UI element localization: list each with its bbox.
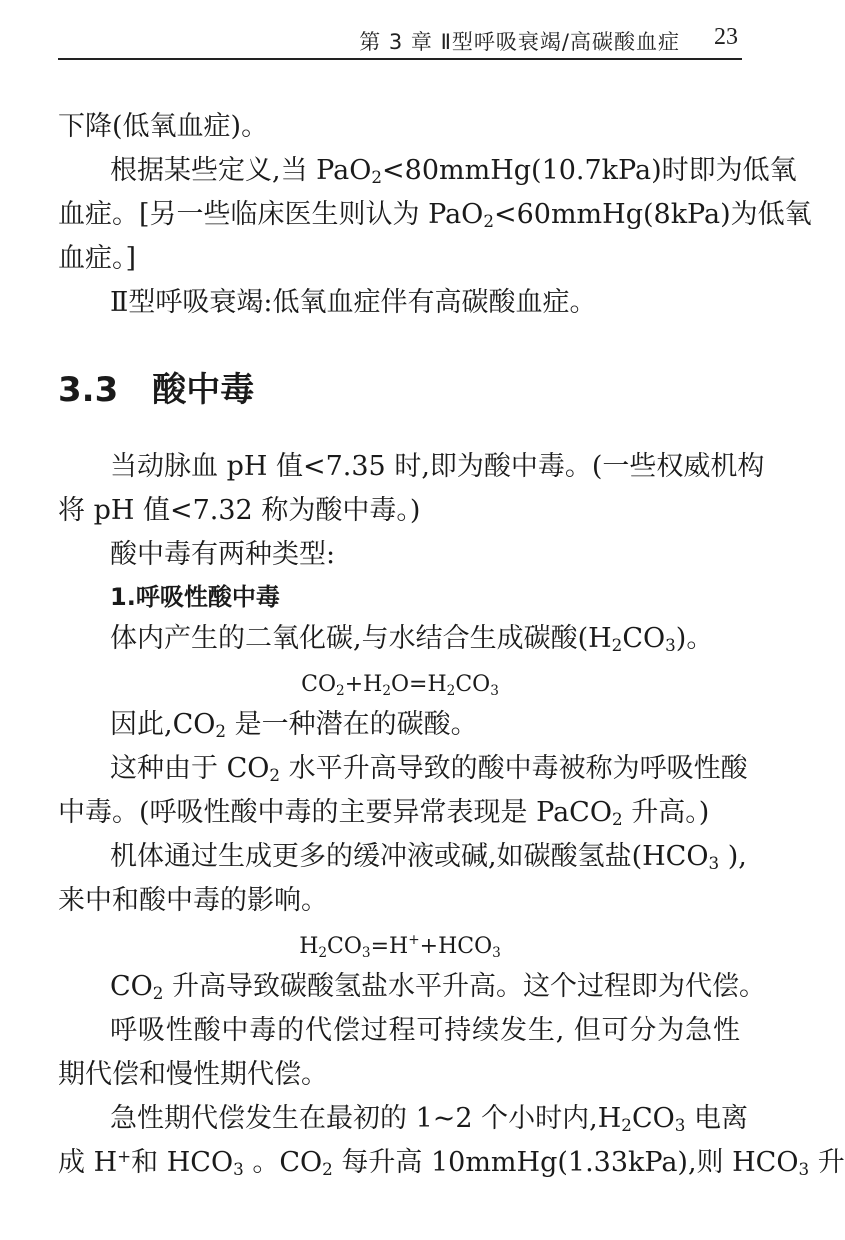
- paragraph-line: 根据某些定义,当 PaO$_2$<80mmHg(10.7kPa)时即为低氧: [110, 155, 797, 187]
- paragraph-line: Ⅱ型呼吸衰竭:低氧血症伴有高碳酸血症。: [110, 287, 597, 318]
- paragraph-line: 急性期代偿发生在最初的 1~2 个小时内$,H_2CO_3$ 电离: [110, 1103, 748, 1135]
- paragraph-line: 血症。[另一些临床医生则认为 PaO$_2$<60mmHg(8kPa)为低氧: [58, 199, 812, 231]
- paragraph-line: 中毒。(呼吸性酸中毒的主要异常表现是 PaCO$_2$ 升高。): [58, 797, 710, 829]
- paragraph-line: 下降(低氧血症)。: [58, 111, 269, 142]
- paragraph-line: 因此$,CO_2$ 是一种潜在的碳酸。: [110, 709, 478, 741]
- section-title: 酸中毒: [152, 370, 255, 410]
- paragraph-line: 来中和酸中毒的影响。: [58, 885, 328, 916]
- paragraph-line: 呼吸性酸中毒的代偿过程可持续发生, 但可分为急性: [110, 1015, 740, 1046]
- paragraph-line: 这种由于 $CO_2$ 水平升高导致的酸中毒被称为呼吸性酸: [110, 753, 748, 785]
- paragraph-line: 酸中毒有两种类型:: [110, 539, 336, 570]
- subheading: 1.呼吸性酸中毒: [110, 583, 280, 611]
- equation: $H_2CO_3=H^++HCO_3$: [299, 932, 501, 961]
- running-header: [58, 22, 742, 60]
- paragraph-line: 将 pH 值<7.32 称为酸中毒。): [58, 495, 421, 526]
- paragraph-line: 成 H+和 $HCO_3$ 。$CO_2$ 每升高 10mmHg(1.33kPa),则 $HCO_3$ 升: [58, 1146, 845, 1179]
- paragraph-line: 期代偿和慢性期代偿。: [58, 1059, 328, 1090]
- chapter-title: 第 3 章 Ⅱ型呼吸衰竭/高碳酸血症: [359, 30, 680, 54]
- section-number: 3.3: [58, 370, 119, 410]
- paragraph-line: 血症。]: [58, 243, 137, 274]
- paragraph-line: 机体通过生成更多的缓冲液或碱,如碳酸氢盐($HCO_3$ ),: [110, 841, 747, 873]
- section-heading: [58, 362, 254, 411]
- equation: $CO_2+H_2O=H_2CO_3$: [301, 672, 499, 699]
- paragraph-line: 当动脉血 pH 值<7.35 时,即为酸中毒。(一些权威机构: [110, 451, 765, 482]
- paragraph-line: 体内产生的二氧化碳,与水结合生成碳酸$(H_2CO_3)$。: [110, 623, 714, 655]
- page-number: 23: [714, 24, 738, 50]
- paragraph-line: $CO_2$ 升高导致碳酸氢盐水平升高。这个过程即为代偿。: [110, 971, 767, 1003]
